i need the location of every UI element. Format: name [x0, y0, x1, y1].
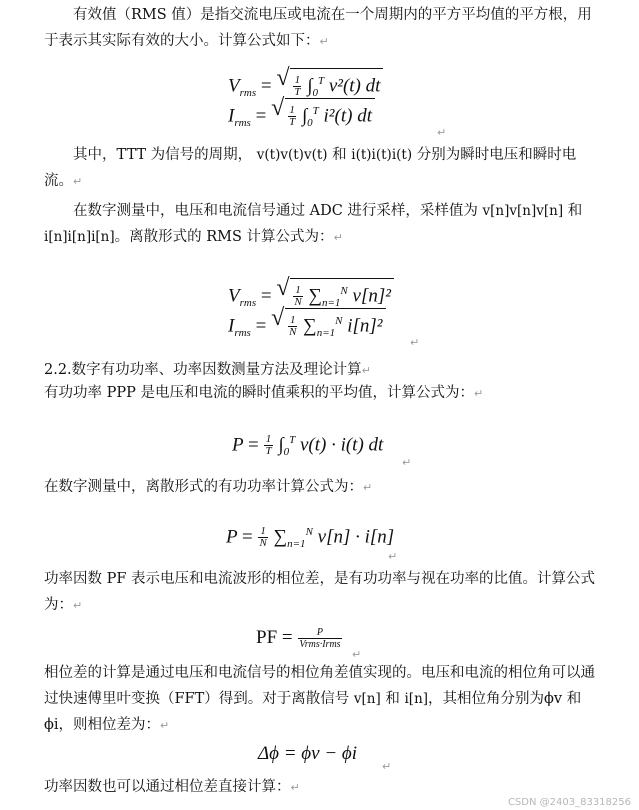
- frac-denominator: N: [259, 537, 267, 550]
- equation-irms-discrete: [228, 305, 386, 345]
- power-factor-text: 功率因数 PF 表示电压和电流波形的相位差，是有功功率与视在功率的比值。计算公式为：: [44, 571, 596, 613]
- sum-lower: n=1: [287, 538, 306, 551]
- sqrt-sign: √ $\frac{1}{N}$ $\sum_{n=1}^N$ i[n]²: [271, 308, 385, 345]
- int-lower: 0: [312, 87, 318, 100]
- equation-p-discrete: P = $\frac{1}{N}$ $\sum_{n=1}^N$ v[n] · i[n]: [226, 525, 395, 551]
- sum-lower: n=1: [321, 297, 341, 310]
- sqrt-sign: √ $\frac{1}{N}$ $\sum_{n=1}^N$ v[n]²: [276, 278, 394, 315]
- eq-sub-rms: rms: [239, 297, 257, 310]
- paragraph-phase: [44, 660, 604, 739]
- paragraph-mark: ↵: [352, 648, 362, 661]
- sqrt-sign: √ $\frac{1}{T}$ $\int_0^T$ v²(t) dt: [276, 68, 383, 105]
- eq-symbol-v: V: [228, 75, 240, 97]
- frac-numerator: P: [298, 627, 341, 639]
- eq-equals: =: [260, 285, 272, 307]
- rms-definition-text: 有效值（RMS 值）是指交流电压或电流在一个周期内的平方平均值的平方根，用于表示其实际有效的大小。计算公式如下：: [44, 7, 592, 49]
- pf-from-phase-text: 功率因数也可以通过相位差直接计算：: [44, 779, 291, 795]
- sum-upper: N: [305, 526, 313, 538]
- frac-denominator: T: [265, 445, 272, 458]
- paragraph-mark: ↵: [382, 760, 392, 773]
- integrand-i: i²(t) dt: [323, 105, 372, 127]
- sum-upper: N: [335, 315, 343, 327]
- eq-equals: =: [242, 526, 253, 548]
- integrand-p: v(t) · i(t) dt: [299, 434, 384, 456]
- summand-i: i[n]²: [347, 315, 383, 337]
- int-lower: 0: [283, 446, 290, 459]
- variables-text-2: 分别为瞬时电压和瞬时电流。: [44, 147, 577, 189]
- sum-upper: N: [340, 285, 348, 297]
- frac-denominator: N: [294, 296, 302, 309]
- paragraph-mark: ↵: [290, 781, 300, 794]
- variables-text-and: 和: [332, 147, 347, 163]
- paragraph-variables: [44, 142, 604, 195]
- summand-v: v[n]²: [352, 285, 391, 307]
- int-upper: T: [289, 434, 296, 446]
- int-lower: 0: [307, 117, 313, 130]
- eq-equals: =: [255, 315, 267, 337]
- inline-math-it: i(t)i(t)i(t): [351, 147, 413, 163]
- phase-text-and: 和: [385, 691, 400, 707]
- inline-math-in-short: i[n]: [404, 691, 429, 707]
- eq-symbol-p: P: [232, 434, 244, 456]
- paragraph-mark: ↵: [363, 481, 373, 494]
- sqrt-sign: √ $\frac{1}{T}$ $\int_0^T$ i²(t) dt: [271, 98, 375, 135]
- frac-numerator: 1: [295, 284, 301, 297]
- eq-sub-rms: rms: [234, 117, 251, 130]
- paragraph-mark: ↵: [474, 387, 484, 400]
- eq-symbol-v: V: [228, 285, 240, 307]
- paragraph-power-factor: [44, 566, 604, 619]
- eq-equals: =: [260, 75, 272, 97]
- watermark: CSDN @2403_83318256: [507, 797, 631, 808]
- phase-text-1: 相位差的计算是通过电压和电流信号的相位角差值实现的。电压和电流的相位角可以通过快速傅里叶变换（FFT）得到。对于离散信号: [44, 665, 595, 707]
- equation-p-continuous: P = $\frac{1}{T}$ $\int_0^T$ v(t) · i(t) dt: [232, 433, 384, 459]
- paragraph-rms-definition: [44, 2, 604, 55]
- frac-denominator: T: [294, 86, 301, 99]
- frac-denominator: N: [289, 326, 297, 339]
- frac-numerator: 1: [289, 104, 295, 117]
- integrand-v: v²(t) dt: [328, 75, 381, 97]
- frac-numerator: 1: [260, 525, 266, 538]
- paragraph-active-power: [44, 380, 604, 407]
- paragraph-mark: ↵: [437, 126, 447, 139]
- paragraph-mark: ↵: [333, 231, 343, 244]
- inline-math-in: i[n]i[n]i[n]: [44, 229, 115, 245]
- eq-equals: =: [255, 105, 267, 127]
- eq-equals: =: [248, 434, 259, 456]
- eq-sub-rms: rms: [234, 327, 251, 340]
- paragraph-mark: ↵: [388, 550, 398, 563]
- paragraph-sampling: [44, 198, 604, 251]
- inline-math-vn-short: v[n]: [353, 691, 381, 707]
- eq-sub-rms: rms: [239, 87, 257, 100]
- paragraph-mark: ↵: [410, 336, 420, 349]
- paragraph-mark: ↵: [73, 599, 83, 612]
- summand-p: v[n] · i[n]: [317, 526, 395, 548]
- frac-numerator: 1: [294, 74, 301, 87]
- paragraph-mark: ↵: [160, 719, 170, 732]
- active-power-text: 有功功率 PPP 是电压和电流的瞬时值乘积的平均值，计算公式为：: [44, 385, 474, 401]
- eq-equals: =: [281, 627, 293, 648]
- sampling-text-2: 。离散形式的 RMS 计算公式为：: [114, 229, 334, 245]
- frac-numerator: 1: [289, 314, 296, 327]
- sampling-text-1: 在数字测量中，电压和电流信号通过 ADC 进行采样，采样值为: [73, 203, 478, 219]
- section-heading-text: 2.2.数字有功功率、功率因数测量方法及理论计算: [44, 362, 362, 378]
- phase-text-2: ，其相位角分别为ϕv 和ϕi，则相位差为：: [44, 691, 582, 733]
- equation-pf: [256, 626, 343, 650]
- variables-text-1: 其中，TTT 为信号的周期，: [73, 147, 253, 163]
- inline-math-vn: v[n]v[n]v[n]: [482, 203, 564, 219]
- int-upper: T: [312, 105, 319, 117]
- discrete-power-text: 在数字测量中，离散形式的有功功率计算公式为：: [44, 479, 363, 495]
- frac-denominator: Vrms·Irms: [299, 639, 341, 651]
- eq-symbol-pf: PF: [256, 627, 278, 648]
- inline-math-vt: v(t)v(t)v(t): [256, 147, 328, 163]
- frac-denominator: T: [289, 116, 296, 129]
- equation-phase-difference: [258, 742, 357, 766]
- frac-numerator: 1: [265, 433, 272, 446]
- paragraph-discrete-power: [44, 474, 604, 501]
- paragraph-mark: ↵: [402, 456, 412, 469]
- int-upper: T: [317, 75, 325, 87]
- eq-symbol-i: I: [228, 315, 235, 337]
- eq-symbol-p: P: [226, 526, 238, 548]
- eq-symbol-i: I: [228, 105, 235, 127]
- paragraph-mark: ↵: [319, 35, 329, 48]
- equation-irms-continuous: [228, 95, 375, 135]
- sampling-text-and: 和: [567, 203, 583, 219]
- paragraph-mark: ↵: [73, 175, 83, 188]
- paragraph-mark: ↵: [361, 364, 371, 377]
- sum-lower: n=1: [316, 327, 336, 340]
- phase-difference-expression: Δϕ = ϕv − ϕi: [258, 743, 358, 764]
